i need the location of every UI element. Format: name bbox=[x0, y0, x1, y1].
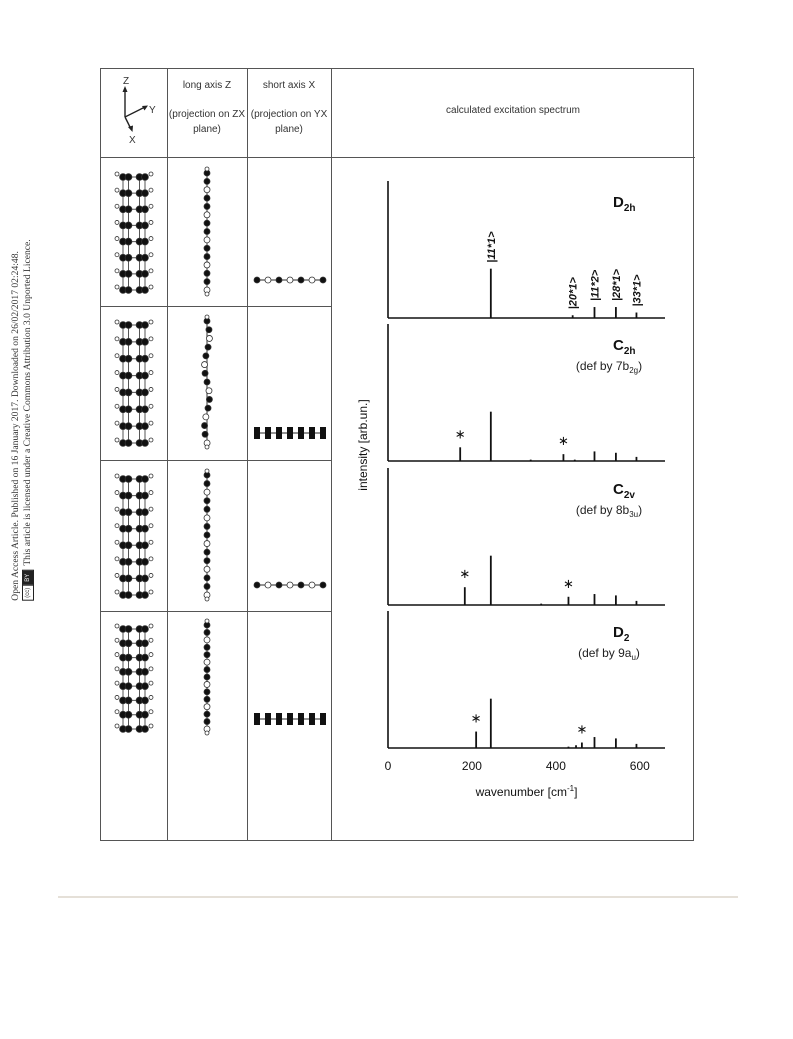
carbon-atom bbox=[204, 187, 210, 193]
carbon-atom bbox=[142, 726, 149, 733]
axis-label-z: Z bbox=[123, 76, 130, 87]
atom-stack bbox=[298, 427, 304, 439]
hydrogen-atom bbox=[149, 573, 153, 577]
hydrogen-atom bbox=[115, 710, 119, 714]
carbon-atom bbox=[298, 277, 304, 283]
hydrogen-atom bbox=[115, 573, 119, 577]
carbon-atom bbox=[142, 654, 149, 661]
carbon-atom bbox=[125, 542, 132, 549]
carbon-atom bbox=[125, 509, 132, 516]
carbon-atom bbox=[142, 440, 149, 447]
carbon-atom bbox=[125, 238, 132, 245]
atom-stack bbox=[254, 427, 260, 439]
carbon-atom bbox=[125, 440, 132, 447]
carbon-atom bbox=[125, 575, 132, 582]
carbon-atom bbox=[142, 575, 149, 582]
hydrogen-atom bbox=[115, 188, 119, 192]
x-axis-label: wavenumber $[cm^{-1}]$ bbox=[475, 784, 578, 799]
spectrum-panel-d2 bbox=[388, 611, 665, 748]
hydrogen-atom bbox=[115, 172, 119, 176]
carbon-atom bbox=[204, 220, 210, 226]
atom-stack bbox=[287, 427, 293, 439]
hydrogen-atom bbox=[149, 269, 153, 273]
symmetry-label: $C_{2h}$ bbox=[613, 337, 636, 357]
carbon-atom bbox=[204, 689, 210, 695]
hydrogen-atom bbox=[149, 404, 153, 408]
atom-stack bbox=[309, 713, 315, 725]
hydrogen-atom bbox=[149, 204, 153, 208]
carbon-atom bbox=[142, 668, 149, 675]
x-tick-label: 400 bbox=[545, 759, 566, 773]
hydrogen-atom bbox=[205, 167, 209, 171]
carbon-atom bbox=[204, 659, 210, 665]
molecule-top-view bbox=[115, 320, 153, 446]
carbon-atom bbox=[204, 515, 210, 521]
hydrogen-atom bbox=[149, 638, 153, 642]
carbon-atom bbox=[125, 190, 132, 197]
carbon-atom bbox=[204, 644, 210, 650]
carbon-atom bbox=[142, 238, 149, 245]
hydrogen-atom bbox=[115, 540, 119, 544]
carbon-atom bbox=[204, 711, 210, 717]
col-header-short-axis-sub: (projection on YX plane) bbox=[250, 109, 328, 135]
hydrogen-atom bbox=[149, 590, 153, 594]
carbon-atom bbox=[204, 498, 210, 504]
hydrogen-atom bbox=[149, 220, 153, 224]
hydrogen-atom bbox=[115, 204, 119, 208]
sidebar-license bbox=[0, 0, 45, 1039]
hydrogen-atom bbox=[149, 237, 153, 241]
carbon-atom bbox=[204, 379, 210, 385]
carbon-atom bbox=[204, 704, 210, 710]
col-header-short-axis-title: short axis X bbox=[262, 80, 316, 91]
symmetry-label: $D_2$ bbox=[613, 624, 630, 644]
carbon-atom bbox=[125, 206, 132, 213]
carbon-atom bbox=[125, 338, 132, 345]
spectrum-panel-c2v bbox=[388, 468, 665, 605]
carbon-atom bbox=[142, 558, 149, 565]
symmetry-label: $D_{2h}$ bbox=[613, 194, 636, 214]
carbon-atom bbox=[125, 492, 132, 499]
hydrogen-atom bbox=[149, 387, 153, 391]
col-header-long-axis-title: long axis Z bbox=[182, 80, 232, 91]
hydrogen-atom bbox=[115, 269, 119, 273]
x-tick-label: 200 bbox=[461, 759, 482, 773]
hydrogen-atom bbox=[149, 188, 153, 192]
carbon-atom bbox=[202, 370, 208, 376]
state-label: |20*1> bbox=[567, 277, 580, 310]
carbon-atom bbox=[206, 396, 212, 402]
carbon-atom bbox=[142, 222, 149, 229]
carbon-atom bbox=[142, 372, 149, 379]
carbon-atom bbox=[287, 582, 293, 588]
atom-stack bbox=[265, 713, 271, 725]
hydrogen-atom bbox=[115, 681, 119, 685]
hydrogen-atom bbox=[149, 474, 153, 478]
hydrogen-atom bbox=[149, 320, 153, 324]
hydrogen-atom bbox=[149, 540, 153, 544]
carbon-atom bbox=[204, 558, 210, 564]
deformation-subtitle: (def by $9a_u$) bbox=[578, 646, 640, 662]
carbon-atom bbox=[142, 626, 149, 633]
carbon-atom bbox=[265, 582, 271, 588]
sidebar-line-2[interactable]: This article is licensed under a Creative Commons Attribution 3.0 Unported Licence. bbox=[22, 239, 33, 566]
atom-stack bbox=[298, 713, 304, 725]
hydrogen-atom bbox=[205, 315, 209, 319]
atom-stack bbox=[254, 713, 260, 725]
molecule-end-view bbox=[254, 582, 326, 588]
atom-stack bbox=[320, 427, 326, 439]
spectrum-panel-d2h bbox=[388, 181, 665, 318]
carbon-atom bbox=[202, 423, 208, 429]
carbon-atom bbox=[125, 287, 132, 294]
carbon-atom bbox=[204, 245, 210, 251]
hydrogen-atom bbox=[205, 469, 209, 473]
hydrogen-atom bbox=[149, 371, 153, 375]
atom-stack bbox=[309, 427, 315, 439]
carbon-atom bbox=[204, 229, 210, 235]
hydrogen-atom bbox=[149, 624, 153, 628]
axis-label-x: X bbox=[129, 135, 136, 145]
hydrogen-atom bbox=[115, 695, 119, 699]
hydrogen-atom bbox=[149, 337, 153, 341]
carbon-atom bbox=[125, 640, 132, 647]
state-label: |11*2> bbox=[589, 269, 602, 302]
atom-stack bbox=[276, 427, 282, 439]
carbon-atom bbox=[204, 637, 210, 643]
carbon-atom bbox=[298, 582, 304, 588]
carbon-atom bbox=[125, 476, 132, 483]
x-tick-label: 0 bbox=[384, 759, 392, 773]
molecule-end-view bbox=[254, 277, 326, 283]
carbon-atom bbox=[125, 222, 132, 229]
spectrum-panel-c2h bbox=[388, 324, 665, 461]
carbon-atom bbox=[204, 583, 210, 589]
hydrogen-atom bbox=[149, 491, 153, 495]
coordinate-axes-icon bbox=[113, 73, 163, 145]
carbon-atom bbox=[125, 389, 132, 396]
carbon-atom bbox=[204, 279, 210, 285]
hydrogen-atom bbox=[115, 524, 119, 528]
molecule-side-view bbox=[204, 469, 210, 601]
carbon-atom bbox=[125, 668, 132, 675]
atom-stack bbox=[287, 713, 293, 725]
hydrogen-atom bbox=[115, 354, 119, 358]
carbon-atom bbox=[142, 206, 149, 213]
carbon-atom bbox=[204, 262, 210, 268]
hydrogen-atom bbox=[115, 371, 119, 375]
carbon-atom bbox=[204, 254, 210, 260]
carbon-atom bbox=[204, 719, 210, 725]
hydrogen-atom bbox=[149, 285, 153, 289]
state-label: |33*1> bbox=[631, 274, 644, 307]
carbon-atom bbox=[125, 355, 132, 362]
carbon-atom bbox=[142, 525, 149, 532]
carbon-atom bbox=[204, 667, 210, 673]
x-tick-label: 600 bbox=[629, 759, 650, 773]
sidebar-line-1: Open Access Article. Published on 16 January 2017. Downloaded on 26/02/2017 02:24:48. bbox=[10, 251, 21, 601]
hydrogen-atom bbox=[115, 667, 119, 671]
hydrogen-atom bbox=[149, 354, 153, 358]
axis-label-y: Y bbox=[149, 105, 156, 116]
hydrogen-atom bbox=[115, 491, 119, 495]
hydrogen-atom bbox=[115, 638, 119, 642]
carbon-atom bbox=[204, 575, 210, 581]
hydrogen-atom bbox=[115, 404, 119, 408]
hydrogen-atom bbox=[149, 710, 153, 714]
molecule-side-view bbox=[202, 315, 213, 449]
col-header-long-axis-sub: (projection on ZX plane) bbox=[168, 109, 246, 135]
col-header-spectrum-title: calculated excitation spectrum bbox=[446, 105, 580, 116]
carbon-atom bbox=[142, 355, 149, 362]
carbon-atom bbox=[125, 174, 132, 181]
col-header-spectrum bbox=[331, 103, 695, 118]
asterisk-marker: ∗ bbox=[576, 721, 588, 737]
carbon-atom bbox=[142, 389, 149, 396]
carbon-atom bbox=[142, 190, 149, 197]
carbon-atom bbox=[206, 335, 212, 341]
molecule-top-view bbox=[115, 624, 153, 732]
y-axis-label: intensity [arb.un.] bbox=[356, 399, 370, 491]
carbon-atom bbox=[204, 652, 210, 658]
carbon-atom bbox=[204, 566, 210, 572]
carbon-atom bbox=[309, 277, 315, 283]
carbon-atom bbox=[142, 270, 149, 277]
hydrogen-atom bbox=[115, 253, 119, 257]
carbon-atom bbox=[125, 372, 132, 379]
carbon-atom bbox=[203, 414, 209, 420]
carbon-atom bbox=[276, 582, 282, 588]
page-divider bbox=[58, 896, 738, 898]
carbon-atom bbox=[125, 697, 132, 704]
carbon-atom bbox=[206, 327, 212, 333]
hydrogen-atom bbox=[115, 724, 119, 728]
molecule-end-view bbox=[254, 713, 326, 725]
carbon-atom bbox=[320, 277, 326, 283]
hydrogen-atom bbox=[149, 557, 153, 561]
hydrogen-atom bbox=[115, 557, 119, 561]
carbon-atom bbox=[125, 711, 132, 718]
carbon-atom bbox=[254, 277, 260, 283]
hydrogen-atom bbox=[115, 507, 119, 511]
carbon-atom bbox=[142, 338, 149, 345]
carbon-atom bbox=[142, 174, 149, 181]
hydrogen-atom bbox=[205, 619, 209, 623]
carbon-atom bbox=[287, 277, 293, 283]
excitation-spectrum-chart bbox=[331, 157, 695, 841]
hydrogen-atom bbox=[205, 445, 209, 449]
hydrogen-atom bbox=[115, 474, 119, 478]
carbon-atom bbox=[125, 254, 132, 261]
state-label: |28*1> bbox=[610, 268, 623, 302]
carbon-atom bbox=[142, 406, 149, 413]
carbon-atom bbox=[204, 541, 210, 547]
hydrogen-atom bbox=[149, 524, 153, 528]
carbon-atom bbox=[204, 195, 210, 201]
hydrogen-atom bbox=[115, 337, 119, 341]
col-header-short-axis bbox=[247, 78, 331, 137]
hydrogen-atom bbox=[115, 653, 119, 657]
carbon-atom bbox=[125, 626, 132, 633]
carbon-atom bbox=[142, 492, 149, 499]
atom-stack bbox=[265, 427, 271, 439]
carbon-atom bbox=[204, 212, 210, 218]
atom-stack bbox=[320, 713, 326, 725]
hydrogen-atom bbox=[205, 292, 209, 296]
asterisk-marker: ∗ bbox=[557, 433, 569, 449]
hydrogen-atom bbox=[115, 624, 119, 628]
carbon-atom bbox=[265, 277, 271, 283]
carbon-atom bbox=[205, 344, 211, 350]
carbon-atom bbox=[204, 237, 210, 243]
carbon-atom bbox=[142, 509, 149, 516]
carbon-atom bbox=[142, 322, 149, 329]
hydrogen-atom bbox=[115, 220, 119, 224]
molecule-end-view bbox=[254, 427, 326, 439]
carbon-atom bbox=[142, 423, 149, 430]
hydrogen-atom bbox=[115, 237, 119, 241]
carbon-atom bbox=[320, 582, 326, 588]
asterisk-marker: ∗ bbox=[459, 566, 471, 582]
carbon-atom bbox=[276, 277, 282, 283]
asterisk-marker: ∗ bbox=[454, 426, 466, 442]
molecule-side-view bbox=[204, 167, 210, 296]
hydrogen-atom bbox=[115, 590, 119, 594]
carbon-atom bbox=[203, 353, 209, 359]
carbon-atom bbox=[142, 697, 149, 704]
hydrogen-atom bbox=[115, 438, 119, 442]
carbon-atom bbox=[125, 423, 132, 430]
carbon-atom bbox=[142, 711, 149, 718]
molecule-structure-grid bbox=[101, 157, 331, 757]
carbon-atom bbox=[309, 582, 315, 588]
carbon-atom bbox=[206, 388, 212, 394]
carbon-atom bbox=[204, 629, 210, 635]
carbon-atom bbox=[125, 270, 132, 277]
col-header-long-axis bbox=[167, 78, 247, 137]
hydrogen-atom bbox=[115, 387, 119, 391]
carbon-atom bbox=[204, 506, 210, 512]
carbon-atom bbox=[204, 489, 210, 495]
hydrogen-atom bbox=[115, 421, 119, 425]
carbon-atom bbox=[125, 592, 132, 599]
hydrogen-atom bbox=[149, 653, 153, 657]
carbon-atom bbox=[125, 654, 132, 661]
hydrogen-atom bbox=[149, 253, 153, 257]
carbon-atom bbox=[125, 683, 132, 690]
carbon-atom bbox=[125, 322, 132, 329]
figure-table bbox=[100, 68, 694, 841]
carbon-atom bbox=[204, 532, 210, 538]
carbon-atom bbox=[254, 582, 260, 588]
hydrogen-atom bbox=[205, 597, 209, 601]
hydrogen-atom bbox=[115, 320, 119, 324]
carbon-atom bbox=[142, 254, 149, 261]
carbon-atom bbox=[125, 558, 132, 565]
asterisk-marker: ∗ bbox=[563, 575, 574, 591]
cc-badge-cc: (cc) bbox=[22, 585, 34, 600]
molecule-side-view bbox=[204, 619, 210, 735]
hydrogen-atom bbox=[149, 695, 153, 699]
carbon-atom bbox=[142, 592, 149, 599]
sidebar-license-text bbox=[10, 239, 34, 600]
hydrogen-atom bbox=[149, 172, 153, 176]
molecule-top-view bbox=[115, 474, 153, 598]
hydrogen-atom bbox=[115, 285, 119, 289]
hydrogen-atom bbox=[205, 731, 209, 735]
carbon-atom bbox=[142, 476, 149, 483]
cc-by-badge-icon[interactable] bbox=[22, 570, 34, 601]
deformation-subtitle: (def by $8b_{3u}$) bbox=[575, 503, 643, 519]
state-label: |11*1> bbox=[485, 231, 498, 263]
atom-stack bbox=[276, 713, 282, 725]
hydrogen-atom bbox=[149, 507, 153, 511]
carbon-atom bbox=[142, 640, 149, 647]
hydrogen-atom bbox=[149, 438, 153, 442]
molecule-top-view bbox=[115, 172, 153, 293]
symmetry-label: $C_{2v}$ bbox=[613, 481, 635, 501]
carbon-atom bbox=[125, 406, 132, 413]
carbon-atom bbox=[204, 681, 210, 687]
deformation-subtitle: (def by $7b_{2g}$) bbox=[575, 359, 643, 375]
hydrogen-atom bbox=[149, 724, 153, 728]
carbon-atom bbox=[204, 523, 210, 529]
carbon-atom bbox=[142, 287, 149, 294]
carbon-atom bbox=[202, 431, 208, 437]
carbon-atom bbox=[204, 696, 210, 702]
hydrogen-atom bbox=[149, 681, 153, 685]
carbon-atom bbox=[204, 270, 210, 276]
hydrogen-atom bbox=[149, 667, 153, 671]
carbon-atom bbox=[204, 481, 210, 487]
carbon-atom bbox=[202, 362, 208, 368]
carbon-atom bbox=[125, 525, 132, 532]
carbon-atom bbox=[142, 542, 149, 549]
carbon-atom bbox=[204, 549, 210, 555]
carbon-atom bbox=[204, 178, 210, 184]
hydrogen-atom bbox=[149, 421, 153, 425]
carbon-atom bbox=[125, 726, 132, 733]
carbon-atom bbox=[205, 405, 211, 411]
carbon-atom bbox=[142, 683, 149, 690]
asterisk-marker: ∗ bbox=[470, 710, 482, 726]
cc-badge-by: BY bbox=[22, 571, 34, 585]
carbon-atom bbox=[204, 674, 210, 680]
carbon-atom bbox=[204, 203, 210, 209]
